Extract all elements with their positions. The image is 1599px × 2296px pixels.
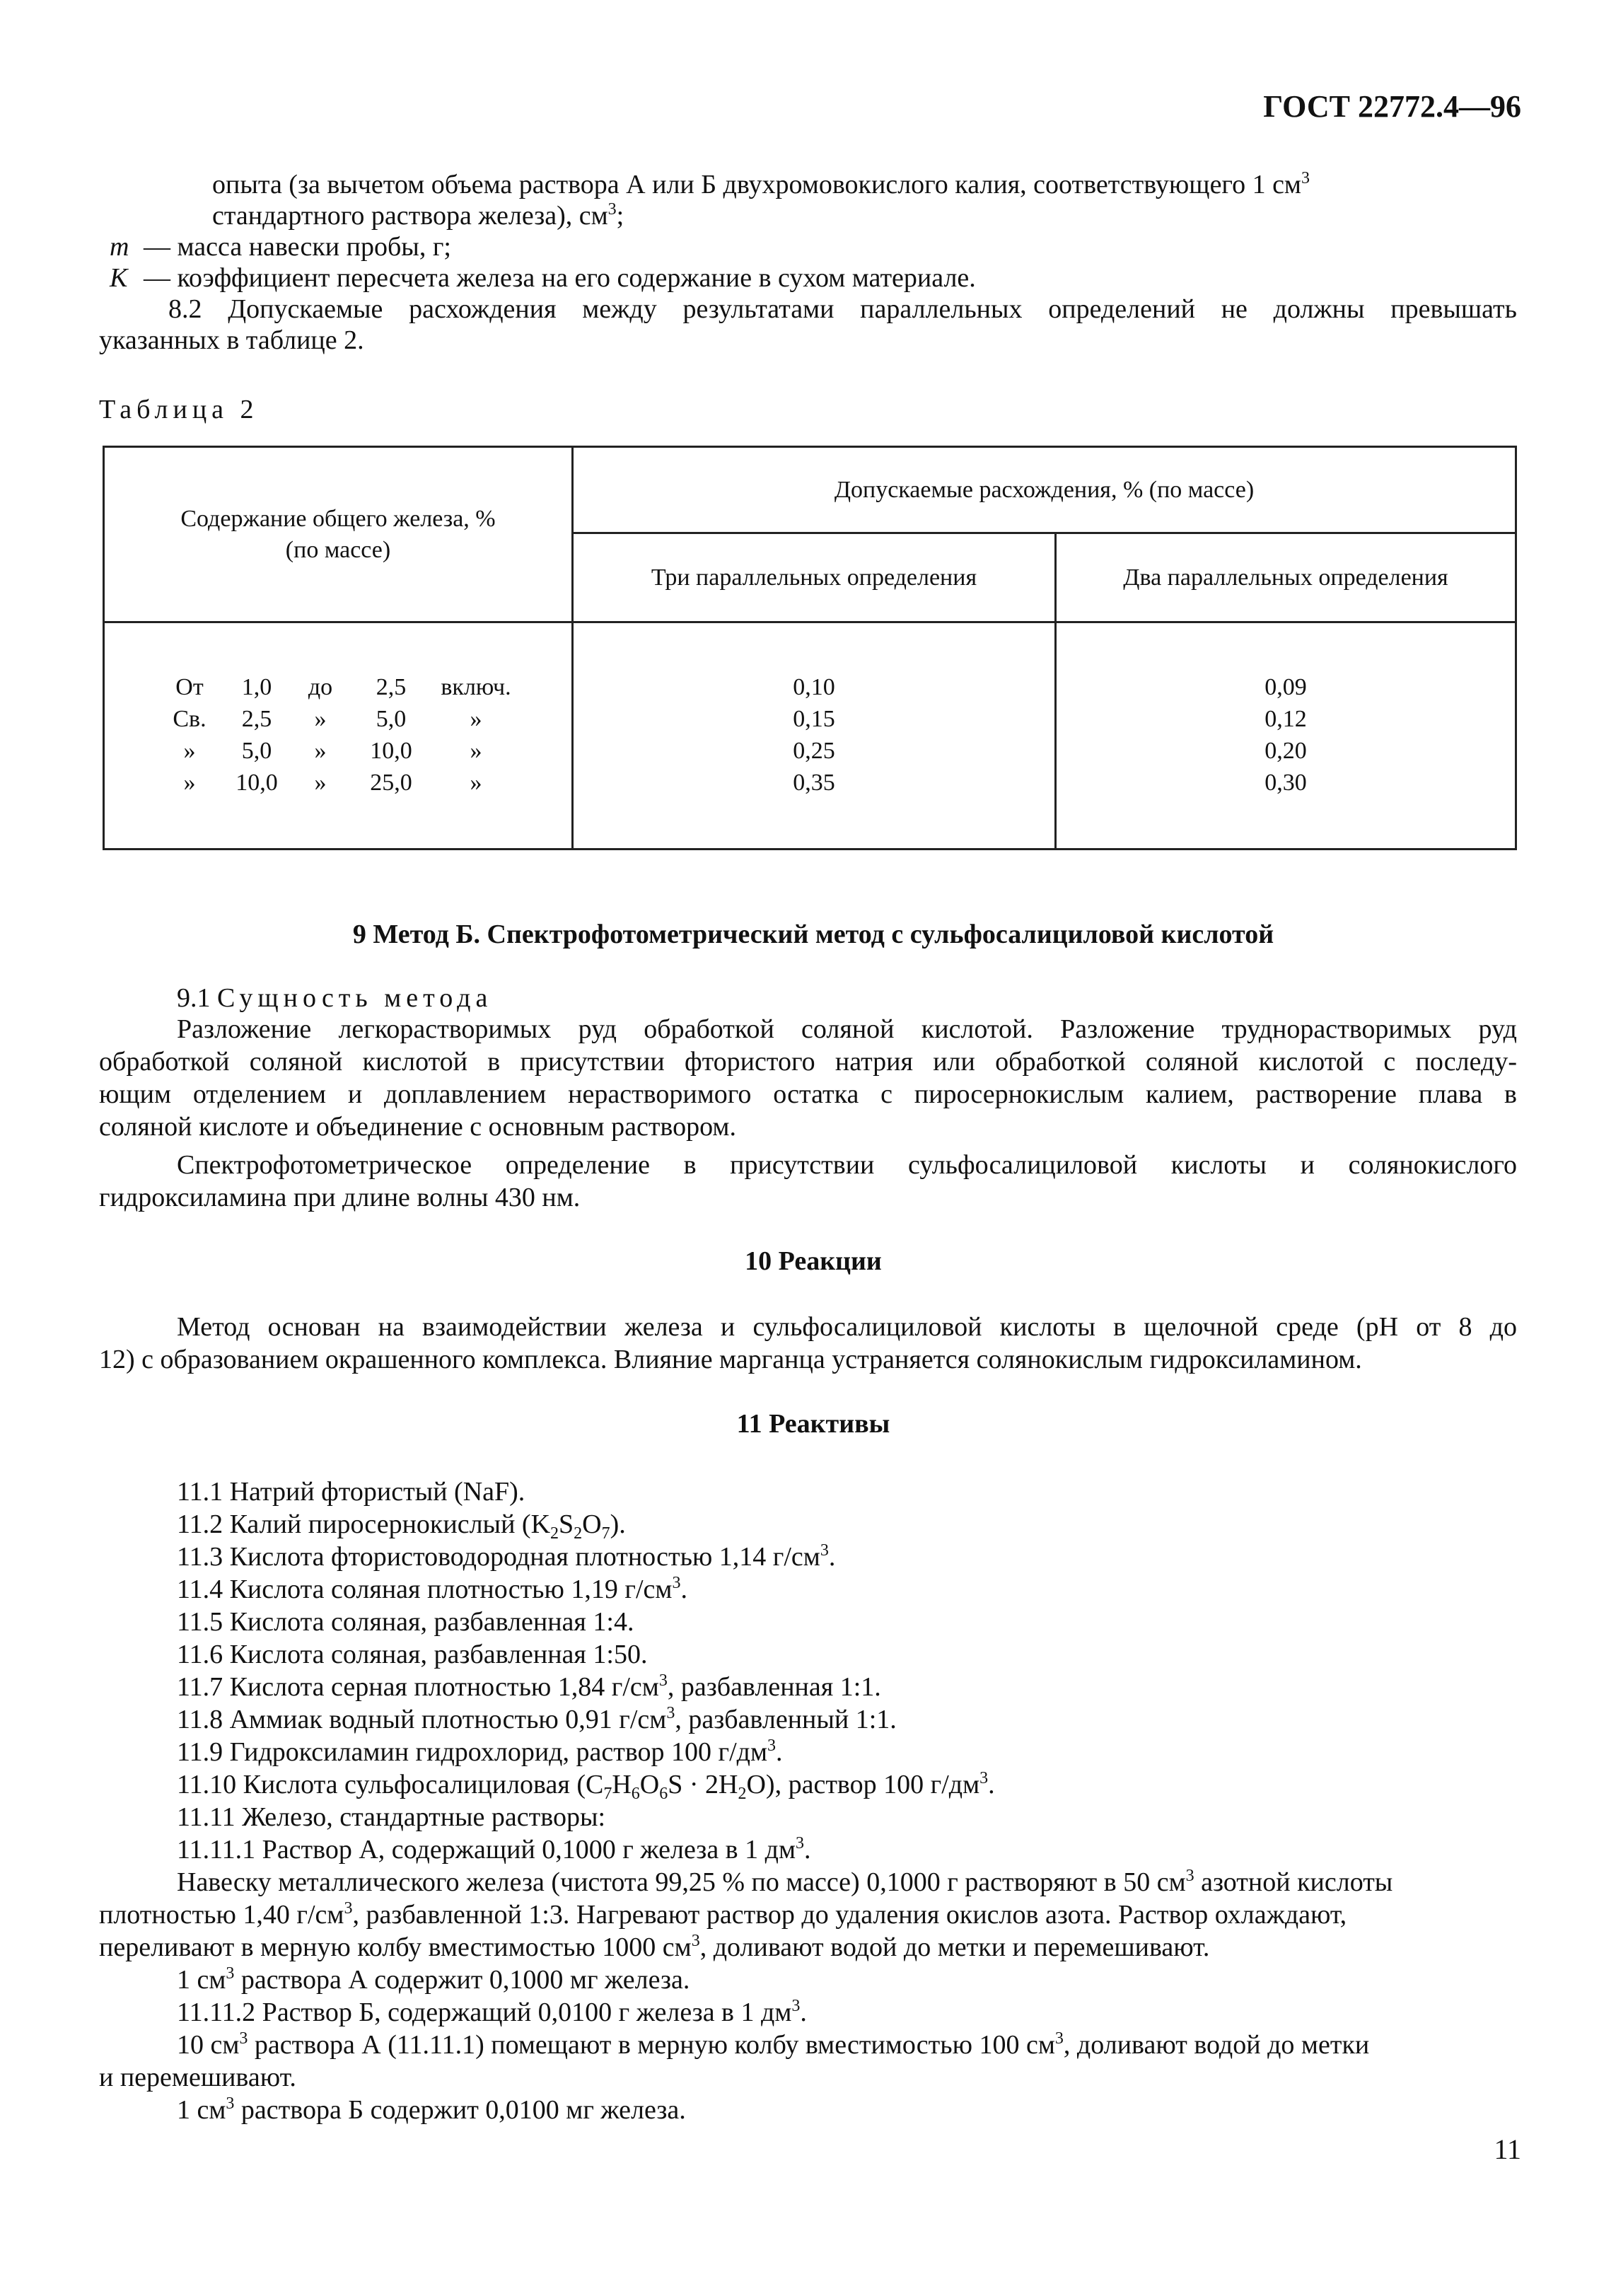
- section-9-p1-line: ющим отделением и доплавлением нерастворимого остатка с пиросернокислым калием, растворение плава в: [99, 1079, 1517, 1109]
- reagent-11-3: 11.3 Кислота фтористоводородная плотностью 1,14 $г/см^3$.: [177, 1541, 836, 1572]
- col2-header: Допускаемые расхождения, % (по массе): [573, 447, 1516, 533]
- preparation-b-line-1: 10 $см^3$ раствора А (11.11.1) помещают в мерную колбу вместимостью 100 $см^3$, доливают водой до метки: [177, 2029, 1370, 2060]
- range-row: » 5,0 » 10,0 »: [183, 738, 482, 764]
- reagent-11-1: 11.1 Натрий фтористый (NaF).: [177, 1477, 525, 1507]
- preparation-a-line-2: плотностью 1,40 $г/см^3$, разбавленной 1:3. Нагревают раствор до удаления окислов азота. Раствор охлаждают,: [99, 1899, 1347, 1930]
- reagent-11-5: 11.5 Кислота соляная, разбавленная 1:4.: [177, 1607, 634, 1637]
- section-9-p1-line: обработкой соляной кислотой в присутствии фтористого натрия или обработкой соляной кислотой с последу-: [99, 1047, 1517, 1077]
- subheader-three: Три параллельных определения: [573, 533, 1056, 622]
- reagent-11-10: 11.10 Кислота сульфосалициловая $(C_7H_6O_6S \cdot 2H_2O)$, раствор 100 $г/дм^3$.: [177, 1769, 995, 1803]
- col1-header: Содержание общего железа, % (по массе): [104, 447, 573, 622]
- paragraph-8-2-line-1: 8.2 Допускаемые расхождения между результатами параллельных определений не должны превышать: [168, 294, 1517, 324]
- reagent-11-8: 11.8 Аммиак водный плотностью 0,91 $г/см^3$, разбавленный 1:1.: [177, 1704, 897, 1734]
- section-11-heading: 11 Реактивы: [736, 1409, 890, 1439]
- section-9-1-title: 9.1 Сущность метода: [177, 983, 493, 1013]
- definition-m: m — масса навески пробы, г;: [110, 232, 451, 262]
- intro-line-1: опыта (за вычетом объема раствора А или Б двухромовокислого калия, соответствующего 1 $см^3$: [212, 169, 1310, 199]
- section-9-heading: 9 Метод Б. Спектрофотометрический метод с сульфосалициловой кислотой: [352, 920, 1274, 949]
- document-header: ГОСТ 22772.4—96: [1263, 89, 1521, 124]
- reagent-11-11-1: 11.11.1 Раствор А, содержащий 0,1000 г железа в 1 $дм^3$.: [177, 1834, 811, 1865]
- three-determinations-column: 0,10 0,15 0,25 0,35: [573, 622, 1056, 850]
- subheader-two: Два параллельных определения: [1056, 533, 1516, 622]
- reagent-11-11: 11.11 Железо, стандартные растворы:: [177, 1802, 606, 1832]
- reagent-11-9: 11.9 Гидроксиламин гидрохлорид, раствор 100 $г/дм^3$.: [177, 1737, 783, 1767]
- two-determinations-column: 0,09 0,12 0,20 0,30: [1056, 622, 1516, 850]
- table-caption: Таблица 2: [99, 395, 259, 424]
- reagent-11-4: 11.4 Кислота соляная плотностью 1,19 $г/см^3$.: [177, 1574, 687, 1604]
- section-9-p2-line: Спектрофотометрическое определение в присутствии сульфосалициловой кислоты и солянокислого: [177, 1150, 1517, 1180]
- reagent-11-7: 11.7 Кислота серная плотностью 1,84 $г/см^3$, разбавленная 1:1.: [177, 1671, 881, 1702]
- tolerance-table: [103, 446, 1517, 850]
- reagent-11-2: 11.2 Калий пиросернокислый $(K_2S_2O_7)$.: [177, 1509, 626, 1543]
- section-9-p2-line: гидроксиламина при длине волны 430 нм.: [99, 1183, 581, 1212]
- preparation-a-line-3: переливают в мерную колбу вместимостью 1000 $см^3$, доливают водой до метки и перемешивают.: [99, 1932, 1210, 1962]
- section-10-line: 12) с образованием окрашенного комплекса. Влияние марганца устраняется солянокислым гидроксиламином.: [99, 1345, 1362, 1374]
- range-row: От 1,0 до 2,5 включ.: [175, 674, 511, 700]
- range-column: [104, 622, 573, 850]
- section-10-heading: 10 Реакции: [745, 1246, 882, 1276]
- preparation-b-line-2: и перемешивают.: [99, 2063, 296, 2092]
- page-number: 11: [1494, 2133, 1521, 2165]
- intro-line-2: стандартного раствора железа), $см^3$;: [212, 200, 624, 231]
- solution-b-content: 1 $см^3$ раствора Б содержит 0,0100 мг железа.: [177, 2094, 686, 2125]
- range-row: » 10,0 » 25,0 »: [183, 770, 482, 796]
- reagent-11-11-2: 11.11.2 Раствор Б, содержащий 0,0100 г железа в 1 $дм^3$.: [177, 1997, 807, 2027]
- preparation-a-line-1: Навеску металлического железа (чистота 99,25 % по массе) 0,1000 г растворяют в 50 $см^3$ азотной кислоты: [177, 1867, 1393, 1897]
- reagent-11-6: 11.6 Кислота соляная, разбавленная 1:50.: [177, 1640, 648, 1669]
- section-9-p1-line: соляной кислоте и объединение с основным раствором.: [99, 1112, 736, 1142]
- symbol-k: K: [110, 263, 128, 293]
- range-row: Св. 2,5 » 5,0 »: [173, 706, 482, 732]
- definition-k: K — коэффициент пересчета железа на его содержание в сухом материале.: [110, 263, 976, 293]
- symbol-m: m: [110, 232, 129, 262]
- paragraph-8-2-line-2: указанных в таблице 2.: [99, 325, 364, 355]
- solution-a-content: 1 $см^3$ раствора А содержит 0,1000 мг железа.: [177, 1964, 690, 1995]
- section-9-p1-line: Разложение легкорастворимых руд обработкой соляной кислотой. Разложение труднорастворимых руд: [177, 1014, 1517, 1044]
- section-10-line: Метод основан на взаимодействии железа и сульфосалициловой кислоты в щелочной среде (рН от 8 до: [177, 1312, 1517, 1342]
